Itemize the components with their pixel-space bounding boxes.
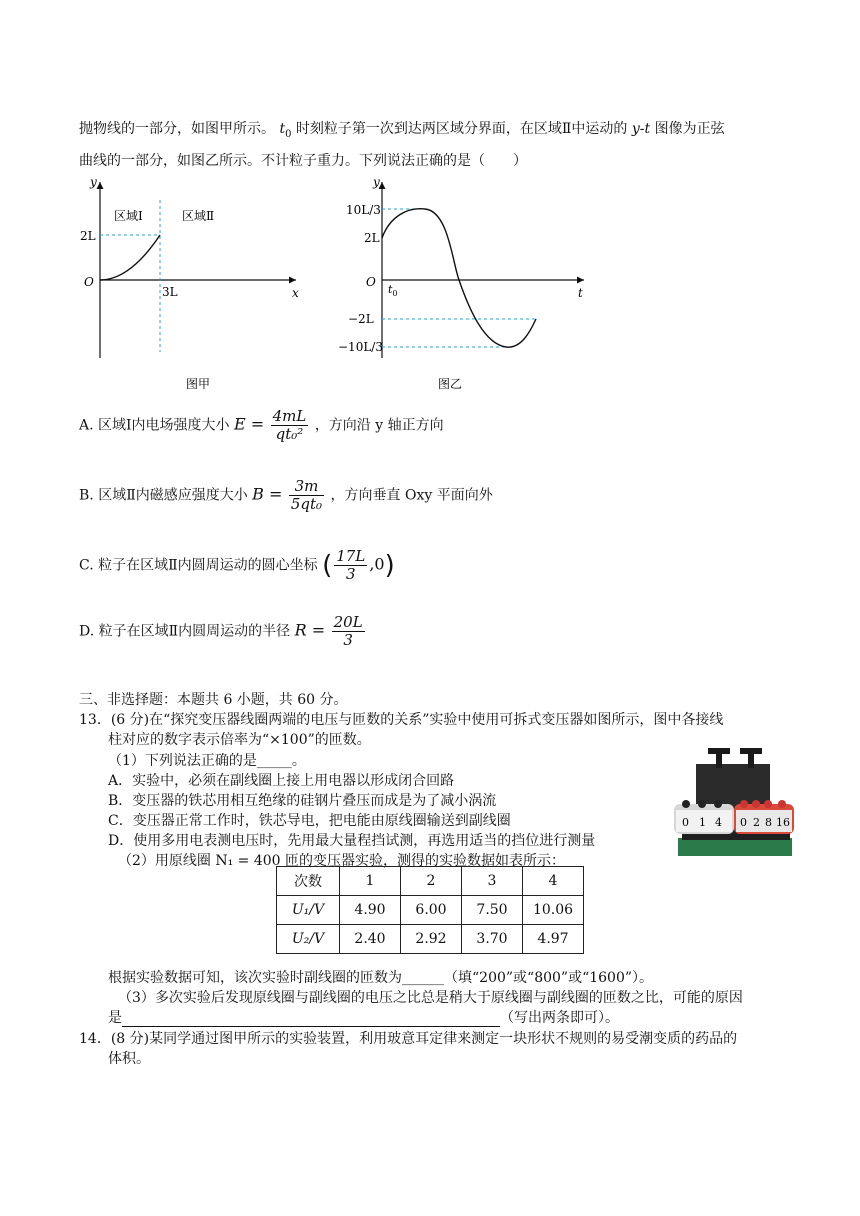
option-c: C. 粒子在区域Ⅱ内圆周运动的圆心坐标 ( $\frac{17L}{3}$ ,0) [79,547,395,583]
table-header-row: 次数 1 2 3 4 [277,867,584,896]
option-b [79,478,493,513]
option-a-lhs: E = [234,414,265,434]
figure-b-caption: 图乙 [438,377,463,391]
intro-line-2: 曲线的一部分，如图乙所示。不计粒子重力。下列说法正确的是（ ） [79,153,527,169]
svg-text:1: 1 [699,816,706,829]
region1-label: 区域Ⅰ [114,209,143,223]
svg-text:0: 0 [682,816,689,829]
q13-line-1: 13．(6 分)在“探究变压器线圈两端的电压与匝数的关系”实验中使用可拆式变压器如图所示，图中各接线 [79,712,724,728]
option-c-text: C. 粒子在区域Ⅱ内圆周运动的圆心坐标 [79,557,318,574]
option-d [79,614,367,649]
region2-label: 区域Ⅱ [182,209,215,223]
option-a-post: ，方向沿 y 轴正方向 [314,417,444,434]
option-b-lhs: B = [252,484,283,504]
transformer-base [678,838,792,856]
option-a [79,408,444,443]
tick-10L3: 10L/3 [346,203,381,217]
svg-text:0: 0 [740,816,747,829]
svg-text:4: 4 [715,816,722,829]
figure-b [330,172,592,394]
parabola-curve [100,235,160,280]
y-tick-2L: 2L [80,229,96,243]
section-3-heading: 三、非选择题：本题共 6 小题，共 60 分。 [79,692,348,708]
x-tick-3L: 3L [162,285,178,299]
option-b-post: ，方向垂直 Oxy 平面向外 [330,487,493,504]
sine-curve [382,209,536,347]
transformer-photo [672,746,796,860]
q13-part-3: （3）多次实验后发现原线圈与副线圈的电压之比总是稍大于原线圈与副线圈的匝数之比，可能的原因 [118,990,743,1006]
tick-2L: 2L [364,231,380,245]
table-row: U₂/V 2.40 2.92 3.70 4.97 [277,925,584,954]
option-d-text: D. 粒子在区域Ⅱ内圆周运动的半径 [79,623,291,640]
table-row: U₁/V 4.90 6.00 7.50 10.06 [277,896,584,925]
answer-blank[interactable] [122,1010,500,1027]
option-b-fraction: $\frac{3m}{\text{5qt₀}}$ [290,477,323,513]
svg-text:2: 2 [753,816,760,829]
option-a-fraction: $\frac{4mL}{\text{qt₀²}}$ [272,407,307,443]
intro-line-1: 抛物线的一部分，如图甲所示。 $t_0$ 时刻粒子第一次到达两区域分界面，在区域Ⅱ中运动的 y-t 图像为正弦 [79,121,725,140]
q13-option-c: C．变压器正常工作时，铁芯导电，把电能由原线圈输送到副线圈 [108,813,511,829]
q13-after-table: 根据实验数据可知，该次实验时副线圈的匝数为______（填“200”或“800”或“1600”）。 [108,970,654,986]
svg-text:8: 8 [765,816,772,829]
svg-text:16: 16 [776,816,790,829]
option-c-fraction: $\frac{17L}{3}$ [336,547,366,583]
q13-option-a: A．实验中，必须在副线圈上接上用电器以形成闭合回路 [108,773,455,789]
tick-minus-10L3: −10L/3 [338,340,383,354]
voltage-data-table [276,866,584,954]
q14-line-1: 14．(8 分)某同学通过图甲所示的实验装置，利用玻意耳定律来测定一块形状不规则的易受潮变质的药品的 [79,1031,738,1047]
q13-part-3b: 是 （写出两条即可）。 [108,1010,619,1026]
t0-label: $t_0$ [388,283,398,298]
option-a-text: A. 区域Ⅰ内电场强度大小 [79,417,230,434]
q13-part-2: （2）用原线圈 N₁ = 400 匝的变压器实验，测得的实验数据如表所示： [118,853,566,869]
q13-line-2: 柱对应的数字表示倍率为“×100”的匝数。 [108,732,371,748]
y-axis-label: y [373,175,380,189]
origin-label: O [366,275,376,289]
q13-option-b: B．变压器的铁芯用相互绝缘的硅钢片叠压而成是为了减小涡流 [108,793,497,809]
tick-minus-2L: −2L [348,312,374,326]
origin-label: O [84,275,94,289]
q13-option-d: D．使用多用电表测电压时，先用最大量程挡试测，再选用适当的挡位进行测量 [108,833,596,849]
x-axis-label: x [292,286,299,300]
t-axis-label: t [578,286,583,300]
figure-a-caption: 图甲 [186,377,211,391]
option-d-fraction: $\frac{20L}{3}$ [333,613,363,649]
option-d-lhs: R = [294,620,326,640]
y-axis-label: y [90,175,97,189]
option-b-text: B. 区域Ⅱ内磁感应强度大小 [79,487,248,504]
q13-part-1: （1）下列说法正确的是_____。 [108,753,306,769]
q14-line-2: 体积。 [108,1051,150,1067]
figure-a [70,172,310,394]
